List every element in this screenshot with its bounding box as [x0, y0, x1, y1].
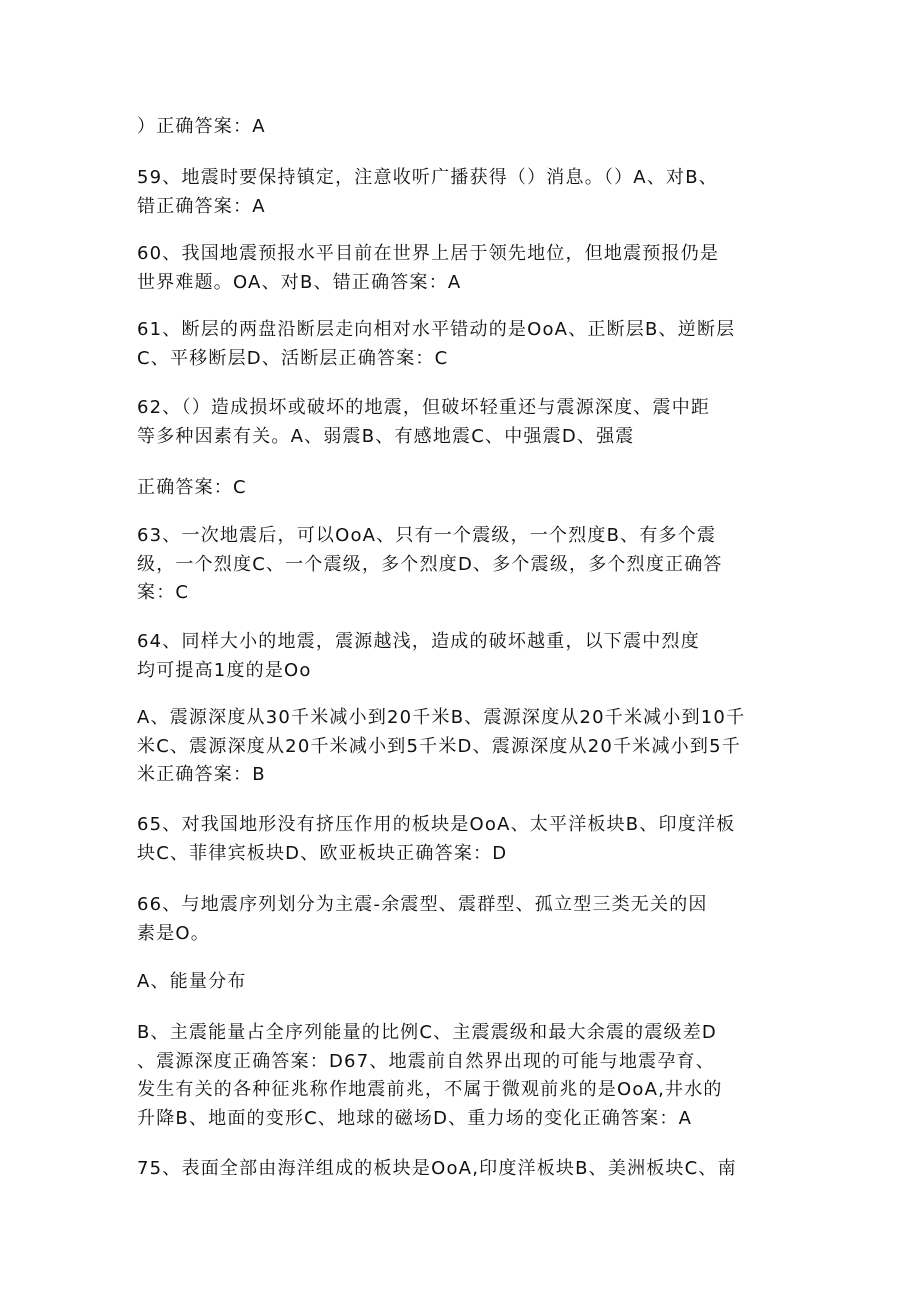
- answer-line-58: ）正确答案：A: [137, 116, 266, 137]
- question-60: 60、我国地震预报水平目前在世界上居于领先地位，但地震预报仍是 世界难题。OA、对B、错正确答案：A: [137, 243, 720, 293]
- question-63: 63、一次地震后，可以OoA、只有一个震级，一个烈度B、有多个震 级，一个烈度C、一个震级，多个烈度D、多个震级，多个烈度正确答 案：C: [137, 525, 723, 603]
- question-75: 75、表面全部由海洋组成的板块是OoA,印度洋板块B、美洲板块C、南: [137, 1158, 737, 1179]
- answer-line-62: 正确答案：C: [137, 477, 247, 498]
- question-62: 62、（）造成损坏或破坏的地震，但破坏轻重还与震源深度、震中距 等多种因素有关。A、弱震B、有感地震C、中强震D、强震: [137, 397, 711, 447]
- question-61: 61、断层的两盘沿断层走向相对水平错动的是OoA、正断层B、逆断层 C、平移断层D、活断层正确答案：C: [137, 319, 736, 369]
- question-66: 66、与地震序列划分为主震-余震型、震群型、孤立型三类无关的因 素是O。: [137, 894, 708, 944]
- question-64: 64、同样大小的地震，震源越浅，造成的破坏越重，以下震中烈度 均可提高1度的是Oo: [137, 631, 700, 681]
- question-59: 59、地震时要保持镇定，注意收听广播获得（）消息。（）A、对B、 错正确答案：A: [137, 167, 718, 217]
- question-64-options: A、震源深度从30千米减小到20千米B、震源深度从20千米减小到10千 米C、震源深度从20千米减小到5千米D、震源深度从20千米减小到5千 米正确答案：B: [137, 707, 746, 785]
- question-66-option-a: A、能量分布: [137, 971, 247, 992]
- question-65: 65、对我国地形没有挤压作用的板块是OoA、太平洋板块B、印度洋板 块C、菲律宾板块D、欧亚板块正确答案：D: [137, 814, 736, 864]
- question-66-67-block: B、主震能量占全序列能量的比例C、主震震级和最大余震的震级差D 、震源深度正确答案：D67、地震前自然界出现的可能与地震孕育、 发生有关的各种征兆称作地震前兆，不属于微观前兆的是OoA,井水的 升降B、地面的变形C、地球的磁场D、重力场的变化正确答案：A: [137, 1022, 723, 1129]
